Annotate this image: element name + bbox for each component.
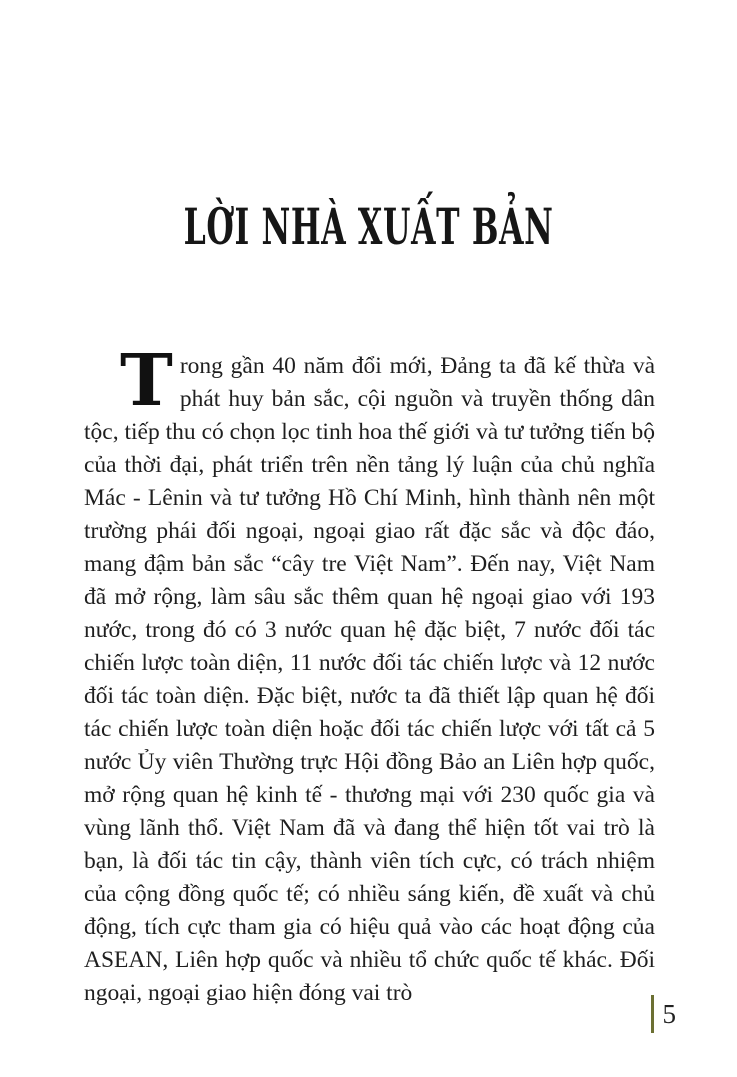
paragraph-text: rong gần 40 năm đổi mới, Đảng ta đã kế thừa và phát huy bản sắc, cội nguồn và truyền thống dân tộc, tiếp thu có chọn lọc tinh hoa thế giới và tư tưởng tiến bộ của thời đại, phát triển trên nền tảng lý luận của chủ nghĩa Mác - Lênin và tư tưởng Hồ Chí Minh, hình thành nên một trường phái đối ngoại, ngoại giao rất đặc sắc và độc đáo, mang đậm bản sắc “cây tre Việt Nam”. Đến nay, Việt Nam đã mở rộng, làm sâu sắc thêm quan hệ ngoại giao với 193 nước, trong đó có 3 nước quan hệ đặc biệt, 7 nước đối tác chiến lược toàn diện, 11 nước đối tác chiến lược và 12 nước đối tác toàn diện. Đặc biệt, nước ta đã thiết lập quan hệ đối tác chiến lược toàn diện hoặc đối tác chiến lược với tất cả 5 nước Ủy viên Thường trực Hội đồng Bảo an Liên hợp quốc, mở rộng quan hệ kinh tế - thương mại với 230 quốc gia và vùng lãnh thổ. Việt Nam đã và đang thể hiện tốt vai trò là bạn, là đối tác tin cậy, thành viên tích cực, có trách nhiệm của cộng đồng quốc tế; có nhiều sáng kiến, đề xuất và chủ động, tích cực tham gia có hiệu quả vào các hoạt động của ASEAN, Liên hợp quốc và nhiều tổ chức quốc tế khác. Đối ngoại, ngoại giao hiện đóng vai trò — [84, 353, 655, 1006]
chapter-title-wrap — [0, 197, 737, 256]
body-column — [84, 338, 655, 1010]
page-title: LỜI NHÀ XUẤT BẢN — [183, 197, 554, 256]
drop-cap: T — [120, 338, 173, 422]
page-footer — [651, 995, 677, 1033]
page-number: 5 — [662, 998, 676, 1029]
body-paragraph — [84, 338, 655, 1010]
page-number-divider — [651, 995, 654, 1033]
